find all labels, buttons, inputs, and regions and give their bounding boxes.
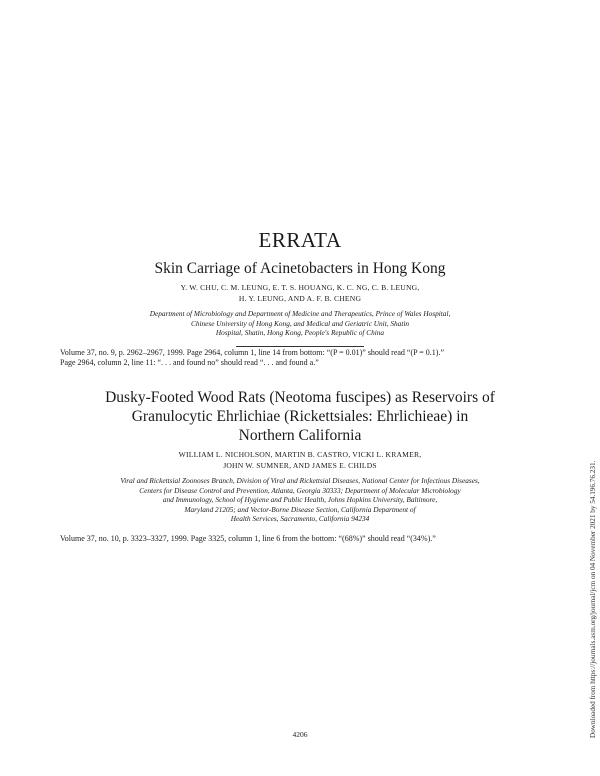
- affiliation-line: Maryland 21205; and Vector-Borne Disease Section, California Department of: [184, 504, 416, 514]
- title-line: Skin Carriage of Acinetobacters in Hong Kong: [154, 260, 446, 277]
- affiliation-line: Health Services, Sacramento, California 94234: [230, 514, 370, 523]
- author-line: H. Y. LEUNG, AND A. F. B. CHENG: [238, 294, 362, 303]
- author-list: [60, 449, 540, 471]
- page-number: 4206: [292, 730, 308, 739]
- affiliation-line: Chinese University of Hong Kong, and Medical and Geriatric Unit, Shatin: [190, 318, 410, 328]
- author-list: [60, 282, 540, 304]
- correction-line: Volume 37, no. 10, p. 3323–3327, 1999. Page 3325, column 1, line 6 from the bottom: “(68%)” should read “(34%).”: [60, 533, 436, 543]
- erratum-article-1: [60, 259, 540, 369]
- title-line: Northern California: [238, 427, 362, 444]
- affiliation-line: Hospital, Shatin, Hong Kong, People's Republic of China: [215, 328, 385, 337]
- affiliation-line: Department of Microbiology and Department of Medicine and Therapeutics, Prince of Wales Hospital,: [149, 309, 451, 318]
- article-title: [60, 259, 540, 278]
- title-line: Granulocytic Ehrlichiae (Rickettsiales: Ehrlichieae) in: [131, 408, 469, 425]
- author-line: WILLIAM L. NICHOLSON, MARTIN B. CASTRO, VICKI L. KRAMER,: [178, 450, 422, 459]
- article-title: [60, 388, 540, 445]
- correction-text: [60, 348, 540, 369]
- erratum-article-2: [60, 388, 540, 544]
- correction-line: Volume 37, no. 9, p. 2962–2967, 1999. Page 2964, column 1, line 14 from bottom: “(P = 0.01)” should read “(P = 0.1).”: [60, 347, 445, 357]
- affiliation-line: Viral and Rickettsial Zoonoses Branch, Division of Viral and Rickettsial Diseases, National Center for Infectious Diseases,: [120, 476, 480, 485]
- section-divider: [236, 346, 364, 347]
- affiliation-line: Centers for Disease Control and Prevention, Atlanta, Georgia 30333; Department of Molecular Microbiology: [139, 485, 461, 495]
- correction-text: [60, 534, 540, 545]
- author-line: Y. W. CHU, C. M. LEUNG, E. T. S. HOUANG, K. C. NG, C. B. LEUNG,: [180, 283, 420, 292]
- title-line: Dusky-Footed Wood Rats (Neotoma fuscipes) as Reservoirs of: [105, 389, 495, 406]
- correction-line: Page 2964, column 2, line 11: “. . . and found no” should read “. . . and found a.”: [60, 358, 319, 367]
- affiliation: [60, 309, 540, 338]
- download-stamp: Downloaded from https://journals.asm.org/journal/jcm on 04 November 2021 by 54.196.76.231.: [589, 460, 597, 738]
- author-line: JOHN W. SUMNER, AND JAMES E. CHILDS: [223, 461, 377, 470]
- affiliation-line: and Immunology, School of Hygiene and Public Health, Johns Hopkins University, Baltimore,: [162, 495, 438, 504]
- errata-heading: ERRATA: [258, 228, 342, 252]
- affiliation: [60, 476, 540, 524]
